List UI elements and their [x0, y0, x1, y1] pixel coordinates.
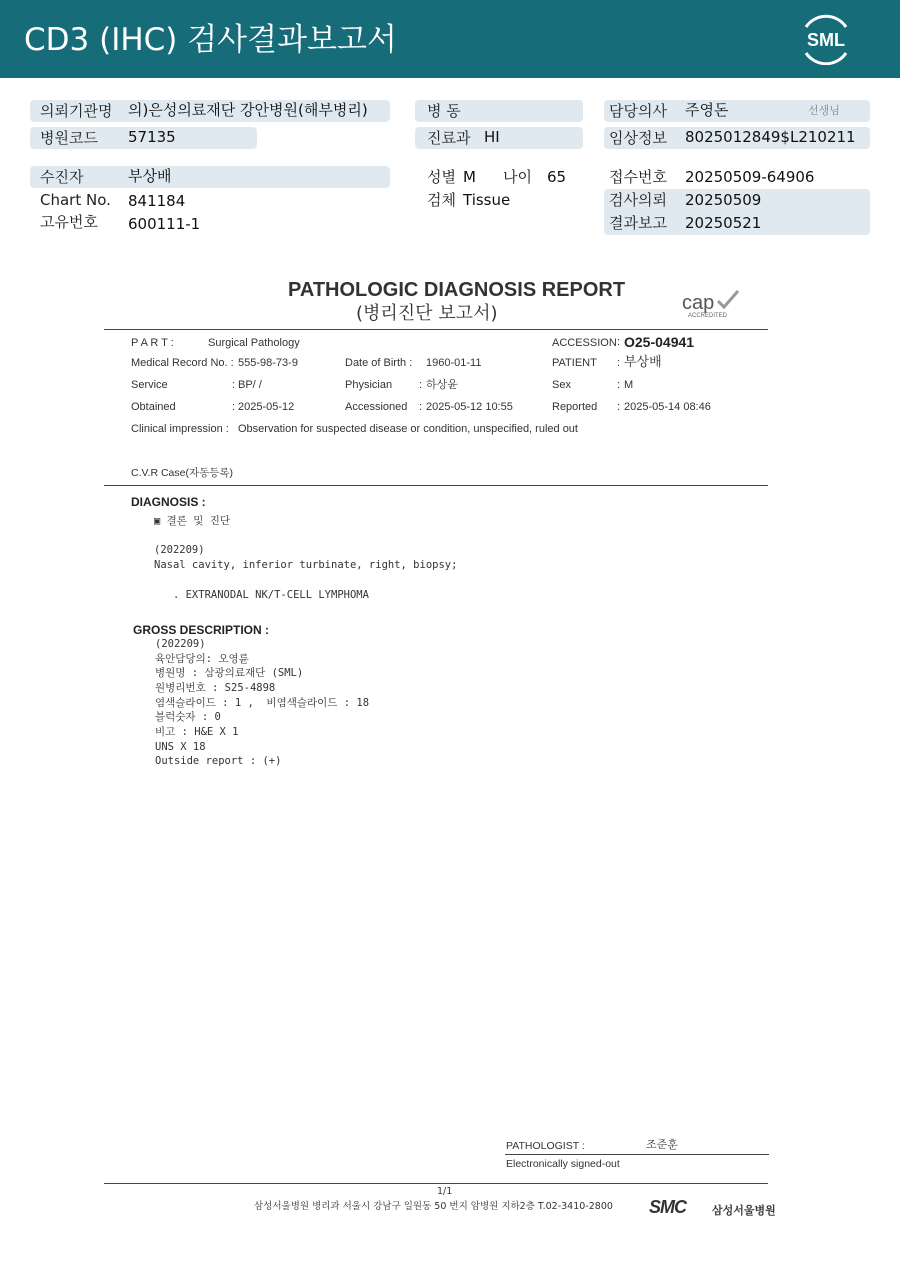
doctor-value: 주영돈: [685, 101, 729, 119]
part-label: P A R T :: [131, 337, 174, 349]
patient-box: [30, 166, 390, 188]
pathologist-value: 조준훈: [646, 1139, 678, 1151]
part-value: Surgical Pathology: [208, 337, 300, 349]
report-title: PATHOLOGIC DIAGNOSIS REPORT: [288, 279, 626, 301]
gross-line: 염색슬라이드 : 1 , 비염색슬라이드 : 18: [155, 697, 370, 709]
dob-label: Date of Birth :: [345, 357, 413, 369]
referring-org-value: 의)은성의료재단 강안병원(해부병리): [128, 101, 368, 119]
ward-label: 병 동: [427, 102, 461, 120]
gross-line: 육안담당의: 오영륜: [155, 653, 249, 665]
logo-text: SML: [807, 30, 845, 50]
diagnosis-line: . EXTRANODAL NK/T-CELL LYMPHOMA: [154, 589, 369, 601]
diagnosis-line: (202209): [154, 544, 205, 556]
request-date-label: 검사의뢰: [609, 191, 667, 209]
doctor-label: 담당의사: [609, 102, 667, 120]
diagnosis-line: ▣ 결론 및 진단: [154, 515, 231, 527]
accession-label: ACCESSION: [552, 337, 617, 349]
diagnosis-line: Nasal cavity, inferior turbinate, right, biopsy;: [154, 559, 458, 571]
patient-label: 수진자: [40, 168, 84, 186]
receipt-no-label: 접수번호: [609, 168, 667, 186]
gross-line: 비고 : H&E X 1: [155, 726, 239, 738]
physician-value: 하상윤: [426, 379, 458, 391]
department-value: HI: [484, 128, 500, 146]
gross-line: 블럭숫자 : 0: [155, 711, 221, 723]
patient-label-report: PATIENT: [552, 357, 597, 369]
gross-line: Outside report : (+): [155, 755, 282, 767]
signed-out-text: Electronically signed-out: [506, 1158, 620, 1170]
chart-no-label: Chart No.: [40, 191, 111, 209]
sex-value-report: M: [624, 379, 634, 391]
age-value: 65: [547, 168, 567, 186]
sex-value: M: [463, 168, 476, 186]
mrn-label: Medical Record No. :: [131, 357, 234, 369]
sex-label-report: Sex: [552, 379, 571, 391]
clinical-impression-value: Observation for suspected disease or condition, unspecified, ruled out: [238, 423, 578, 435]
hospital-code-value: 57135: [128, 128, 176, 146]
gross-line: 병원명 : 삼광의료재단 (SML): [155, 667, 304, 679]
specimen-value: Tissue: [463, 191, 511, 209]
result-date-value: 20250521: [685, 214, 762, 232]
unique-no-label: 고유번호: [40, 213, 98, 231]
footer-address: 삼성서울병원 병리과 서울시 강남구 일원동 50 번지 암병원 지하2층 T.02-3410-2800: [254, 1201, 613, 1212]
doctor-suffix: 선생님: [808, 104, 840, 117]
accessioned-value: 2025-05-12 10:55: [426, 401, 513, 413]
pathologist-label: PATHOLOGIST :: [506, 1140, 585, 1152]
gross-description-heading: GROSS DESCRIPTION :: [133, 623, 270, 637]
reported-label: Reported: [552, 401, 598, 413]
service-label: Service: [131, 379, 168, 391]
gross-line: UNS X 18: [155, 741, 206, 753]
result-date-label: 결과보고: [609, 214, 667, 232]
mrn-value: 555-98-73-9: [238, 357, 298, 369]
accessioned-label: Accessioned: [345, 401, 408, 413]
cap-accredited-text: ACCREDITED: [688, 313, 728, 319]
divider: [104, 329, 768, 330]
chart-no-value: 841184: [128, 192, 186, 210]
specimen-label: 검체: [427, 191, 456, 209]
patient-value-report: 부상배: [624, 354, 662, 369]
gross-line: (202209): [155, 638, 206, 650]
patient-value: 부상배: [128, 167, 172, 185]
department-label: 진료과: [427, 129, 471, 147]
hospital-code-label: 병원코드: [40, 129, 98, 147]
clinical-impression-label: Clinical impression :: [131, 423, 229, 435]
smc-logo-name: 삼성서울병원: [712, 1204, 776, 1217]
age-label: 나이: [503, 168, 532, 186]
gross-line: 원병리번호 : S25-4898: [155, 682, 276, 694]
footer-divider: [104, 1183, 768, 1184]
reported-value: 2025-05-14 08:46: [624, 401, 711, 413]
report-subtitle: (병리진단 보고서): [356, 303, 498, 324]
sex-label: 성별: [427, 168, 456, 186]
dob-value: 1960-01-11: [426, 357, 482, 369]
divider: [104, 485, 768, 486]
obtained-value: 2025-05-12: [238, 401, 295, 413]
cap-accredited-logo-icon: [680, 289, 744, 319]
referring-org-label: 의뢰기관명: [40, 102, 113, 120]
cvr-case: C.V.R Case(자동등록): [131, 467, 234, 479]
page-number: 1/1: [437, 1186, 453, 1197]
clinical-info-value: 8025012849$L210211: [685, 128, 856, 146]
obtained-label: Obtained: [131, 401, 176, 413]
cap-text: cap: [682, 292, 715, 314]
page-title: CD3 (IHC) 검사결과보고서: [24, 22, 397, 58]
divider: [505, 1154, 769, 1155]
accession-value: O25-04941: [624, 334, 695, 350]
clinical-info-label: 임상정보: [609, 129, 667, 147]
unique-no-value: 600111-1: [128, 215, 201, 233]
physician-label: Physician: [345, 379, 393, 391]
request-date-value: 20250509: [685, 191, 762, 209]
smc-logo: SMC: [649, 1197, 686, 1217]
sml-logo-icon: [796, 13, 856, 65]
diagnosis-heading: DIAGNOSIS :: [131, 495, 206, 509]
service-value: BP/ /: [238, 379, 262, 391]
receipt-no-value: 20250509-64906: [685, 168, 815, 186]
